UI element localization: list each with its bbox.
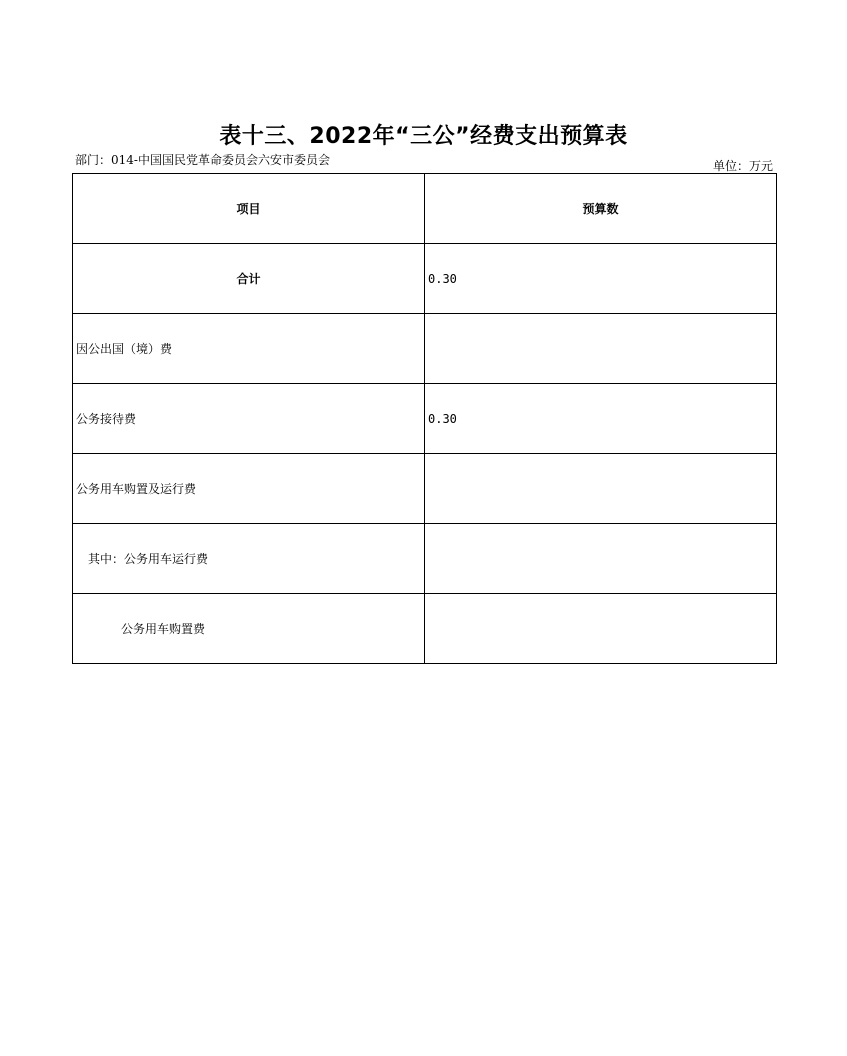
table-row-overseas: [73, 314, 777, 384]
row-value-total: 0.30: [425, 244, 777, 314]
row-label-reception: 公务接待费: [73, 384, 425, 454]
row-value-reception: 0.30: [425, 384, 777, 454]
row-label-vehicle: 公务用车购置及运行费: [73, 454, 425, 524]
row-label-total: 合计: [73, 244, 425, 314]
table-row-vehicle: [73, 454, 777, 524]
row-value-vehicle-purchase: [425, 594, 777, 664]
header-amount: 预算数: [425, 174, 777, 244]
header-item: 项目: [73, 174, 425, 244]
row-value-vehicle-operation: [425, 524, 777, 594]
department-label: 部门：014-中国国民党革命委员会六安市委员会: [75, 153, 330, 167]
row-label-vehicle-operation: 其中：公务用车运行费: [73, 524, 425, 594]
row-label-overseas: 因公出国（境）费: [73, 314, 425, 384]
row-value-vehicle: [425, 454, 777, 524]
table-row-total: [73, 244, 777, 314]
page-title: 表十三、2022年“三公”经费支出预算表: [219, 124, 628, 149]
row-label-vehicle-purchase: 公务用车购置费: [73, 594, 425, 664]
budget-table: [72, 173, 777, 664]
table-row-reception: [73, 384, 777, 454]
table-row-vehicle-operation: [73, 524, 777, 594]
unit-label: 单位：万元: [712, 159, 773, 173]
table-row-vehicle-purchase: [73, 594, 777, 664]
table-header-row: [73, 174, 777, 244]
row-value-overseas: [425, 314, 777, 384]
